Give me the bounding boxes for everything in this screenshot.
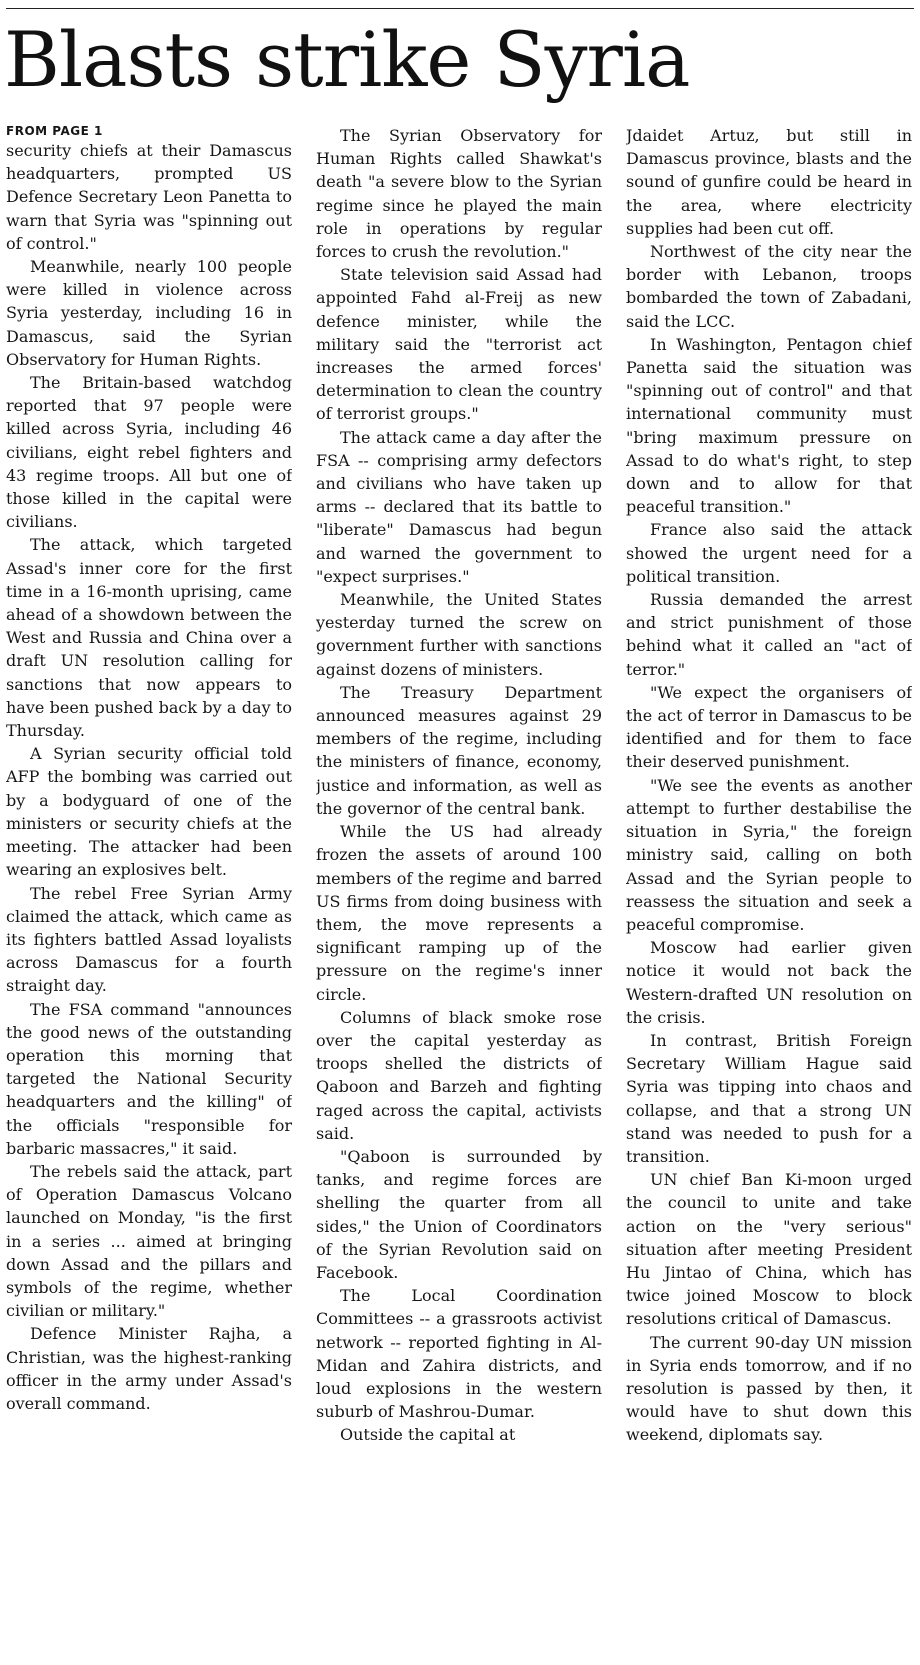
article-body [6, 124, 912, 1662]
paragraph: Defence Minister Rajha, a Christian, was the highest-ranking officer in the army under Assad's overall command. [6, 1324, 292, 1413]
top-rule [6, 8, 914, 9]
paragraph: The Syrian Observatory for Human Rights called Shawkat's death "a severe blow to the Syrian regime since he played the main role in operations by regular forces to crush the revolution." [316, 126, 602, 262]
paragraph: Northwest of the city near the border with Lebanon, troops bombarded the town of Zabadani, said the LCC. [626, 242, 912, 331]
paragraph: Outside the capital at [340, 1425, 516, 1445]
paragraph: "We see the events as another attempt to further destabilise the situation in Syria," the foreign ministry said, calling on both Assad and the Syrian people to reassess the situation and seek a peaceful compromise. [626, 775, 912, 934]
article-column-3 [626, 124, 912, 1662]
paragraph: While the US had already frozen the assets of around 100 members of the regime and barred US firms from doing business with them, the move represents a significant ramping up of the pressure on the regime's inner circle. [316, 822, 602, 1004]
paragraph: State television said Assad had appointed Fahd al-Freij as new defence minister, while the military said the "terrorist act increases the armed forces' determination to clean the country of terrorist groups." [316, 265, 602, 424]
paragraph: security chiefs at their Damascus headquarters, prompted US Defence Secretary Leon Panetta to warn that Syria was "spinning out of control." [6, 141, 292, 253]
article-column-2 [316, 124, 602, 1662]
paragraph: The Britain-based watchdog reported that 97 people were killed across Syria, including 46 civilians, eight rebel fighters and 43 regime troops. All but one of those killed in the capital were civilians. [6, 373, 292, 532]
article-column-1 [6, 124, 292, 1662]
paragraph: The Treasury Department announced measures against 29 members of the regime, including the ministers of finance, economy, justice and information, as well as the governor of the central bank. [316, 682, 602, 818]
paragraph: The attack came a day after the FSA -- comprising army defectors and civilians who have taken up arms -- declared that its battle to "liberate" Damascus had begun and warned the government to "expect surprises." [316, 427, 602, 586]
kicker-from-page-1: FROM PAGE 1 [6, 124, 103, 138]
paragraph: Columns of black smoke rose over the capital yesterday as troops shelled the districts of Qaboon and Barzeh and fighting raged across the capital, activists said. [316, 1007, 602, 1143]
paragraph: In contrast, British Foreign Secretary William Hague said Syria was tipping into chaos and collapse, and that a strong UN stand was needed to push for a transition. [626, 1030, 912, 1166]
paragraph: The current 90-day UN mission in Syria ends tomorrow, and if no resolution is passed by then, it would have to shut down this weekend, diplomats say. [626, 1332, 912, 1445]
paragraph: In Washington, Pentagon chief Panetta said the situation was "spinning out of control" and that international community must "bring maximum pressure on Assad to do what's right, to step down and to allow for that peaceful transition." [626, 334, 912, 517]
paragraph: The Local Coordination Committees -- a grassroots activist network -- reported fighting in Al-Midan and Zahira districts, and loud explosions in the western suburb of Mashrou-Dumar. [316, 1286, 602, 1422]
paragraph: The FSA command "announces the good news of the outstanding operation this morning that targeted the National Security headquarters and the killing" of the officials "responsible for barbaric massacres," it said. [6, 999, 292, 1158]
paragraph: "We expect the organisers of the act of terror in Damascus to be identified and for them to face their deserved punishment. [626, 682, 912, 772]
paragraph: Meanwhile, nearly 100 people were killed in violence across Syria yesterday, including 16 in Damascus, said the Syrian Observatory for Human Rights. [6, 257, 292, 369]
paragraph: "Qaboon is surrounded by tanks, and regime forces are shelling the quarter from all sides," the Union of Coordinators of the Syrian Revolution said on Facebook. [316, 1146, 602, 1282]
paragraph: The rebels said the attack, part of Operation Damascus Volcano launched on Monday, "is the first in a series ... aimed at bringing down Assad and the pillars and symbols of the regime, whether civilian or military." [6, 1161, 292, 1321]
paragraph: The attack, which targeted Assad's inner core for the first time in a 16-month uprising, came ahead of a showdown between the West and Russia and China over a draft UN resolution calling for sanctions that now appears to have been pushed back by a day to Thursday. [6, 535, 292, 741]
paragraph: Jdaidet Artuz, but still in Damascus province, blasts and the sound of gunfire could be heard in the area, where electricity supplies had been cut off. [626, 126, 912, 238]
paragraph: Russia demanded the arrest and strict punishment of those behind what it called an "act of terror." [626, 590, 912, 679]
paragraph: A Syrian security official told AFP the bombing was carried out by a bodyguard of one of the ministers or security chiefs at the meeting. The attacker had been wearing an explosives belt. [6, 744, 292, 880]
headline: Blasts strike Syria [4, 15, 690, 104]
paragraph: France also said the attack showed the urgent need for a political transition. [626, 520, 912, 586]
paragraph: Meanwhile, the United States yesterday turned the screw on government further with sanctions against dozens of ministers. [316, 590, 602, 679]
paragraph: The rebel Free Syrian Army claimed the attack, which came as its fighters battled Assad loyalists across Damascus for a fourth straight day. [6, 883, 292, 996]
paragraph: Moscow had earlier given notice it would not back the Western-drafted UN resolution on the crisis. [626, 938, 912, 1027]
paragraph: UN chief Ban Ki-moon urged the council to unite and take action on the "very serious" situation after meeting President Hu Jintao of China, which has twice joined Moscow to block resolutions critical of Damascus. [626, 1170, 912, 1329]
